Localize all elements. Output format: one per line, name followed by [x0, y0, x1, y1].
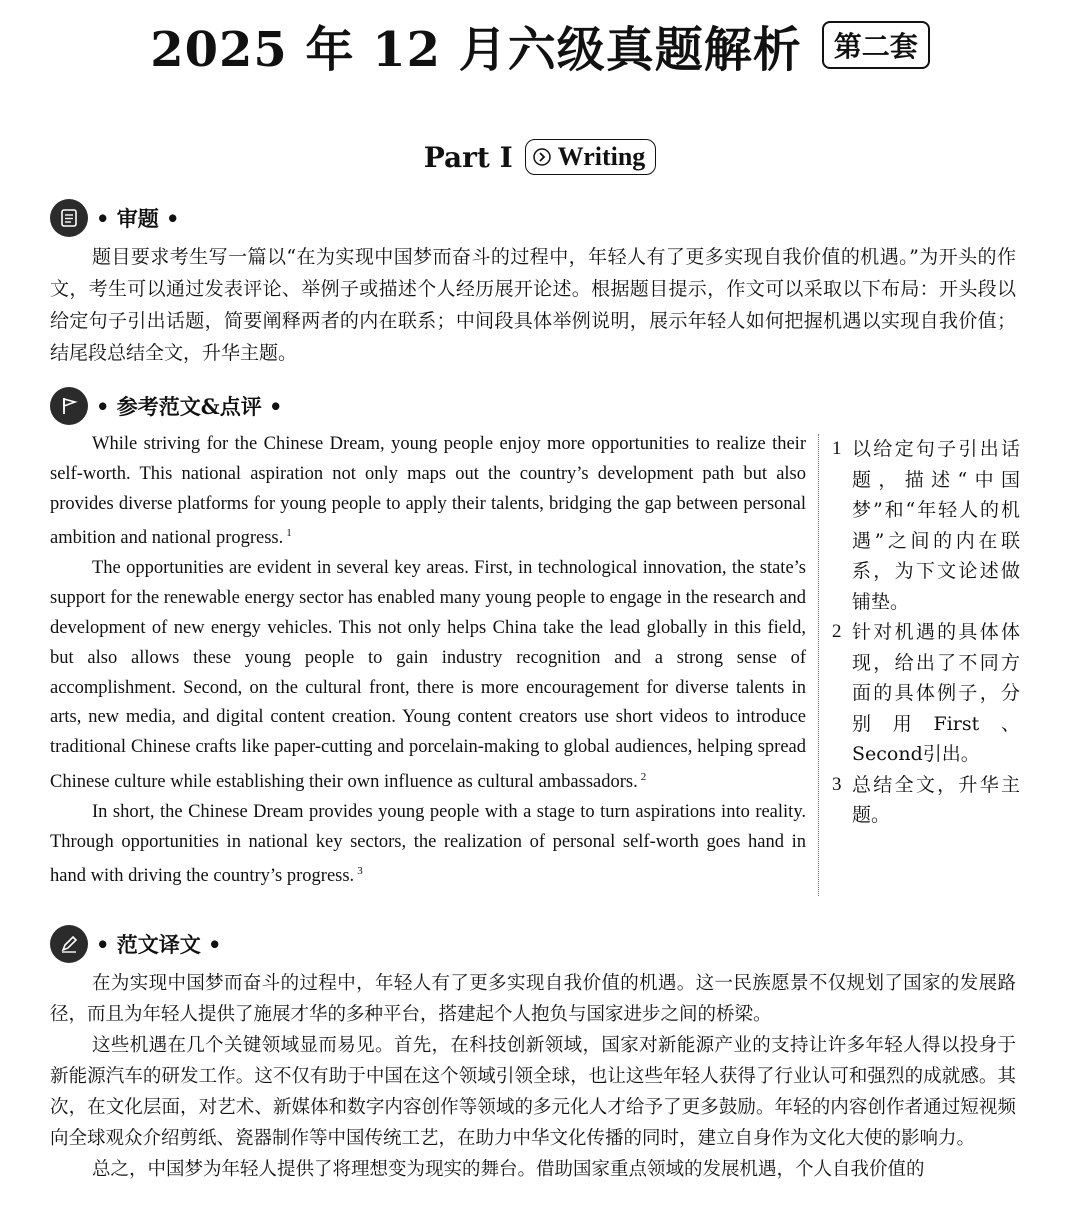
notepad-icon — [50, 199, 88, 237]
translation-paragraph: 在为实现中国梦而奋斗的过程中，年轻人有了更多实现自我价值的机遇。这一民族愿景不仅规划了国家的发展路径，而且为年轻人提供了施展才华的多种平台，搭建起个人抱负与国家进步之间的桥梁。 — [50, 973, 1016, 1025]
comment-notes — [832, 434, 1020, 831]
page-header — [0, 10, 1080, 80]
part-name: Writing — [557, 142, 646, 171]
note-number: 1 — [832, 438, 842, 459]
sample-title: • 参考范文&点评 • — [96, 394, 283, 419]
translation-paragraph: 这些机遇在几个关键领域显而易见。首先，在科技创新领域，国家对新能源产业的支持让许多年轻人得以投身于新能源汽车的研发工作。这不仅有助于中国在这个领域引领全球，也让这些年轻人获得了行业认可和强烈的成就感。其次，在文化层面，对艺术、新媒体和数字内容创作等领域的多元化人才给予了更多鼓励。年轻的内容创作者通过短视频向全球观众介绍剪纸、瓷器制作等中国传统工艺，在助力中华文化传播的同时，建立自身作为文化大使的影响力。 — [50, 1035, 1016, 1149]
dotted-divider — [818, 434, 819, 896]
set-tag: 第二套 — [822, 21, 930, 69]
pen-icon — [50, 925, 88, 963]
translation-paragraph: 总之，中国梦为年轻人提供了将理想变为现实的舞台。借助国家重点领域的发展机遇，个人自我价值的 — [92, 1159, 925, 1180]
note-text: 以给定句子引出话题，描述“中国梦”和“年轻人的机遇”之间的内在联系，为下文论述做铺垫。 — [852, 438, 1020, 613]
note-number: 3 — [832, 773, 842, 795]
note-item — [832, 434, 1020, 617]
essay-paragraph-text: While striving for the Chinese Dream, young people enjoy more opportunities to realize their self-worth. This national aspiration not only maps out the country’s development path but also provides diverse platforms for young people to apply their talents, bridging the gap between personal ambition and national progress. — [50, 434, 806, 549]
footnote-marker: 1 — [286, 527, 292, 540]
analysis-title: • 审题 • — [96, 206, 180, 231]
analysis-body — [50, 241, 1016, 369]
part-label: Part I — [423, 140, 513, 174]
flag-icon — [50, 387, 88, 425]
footnote-marker: 3 — [357, 865, 363, 878]
essay-paragraph — [50, 798, 806, 893]
sample-essay — [50, 430, 806, 892]
chevron-right-icon — [532, 147, 552, 167]
note-number: 2 — [832, 621, 842, 642]
translation-title: • 范文译文 • — [96, 932, 222, 957]
essay-paragraph-text: In short, the Chinese Dream provides young people with a stage to turn aspirations into reality. Through opportunities in national key sectors, the realization of personal self-worth goes hand in hand with driving the country’s progress. — [50, 801, 806, 887]
sample-heading — [50, 386, 282, 426]
note-item — [832, 770, 1020, 831]
footnote-marker: 2 — [640, 770, 647, 783]
essay-paragraph — [50, 430, 806, 554]
part-name-box — [525, 139, 657, 175]
analysis-heading — [50, 198, 179, 238]
note-text: 针对机遇的具体体现，给出了不同方面的具体例子，分别用First、Second引出。 — [852, 621, 1020, 765]
essay-paragraph-text: The opportunities are evident in several key areas. First, in technological innovation, the state’s support for the renewable energy sector has enabled many young people to engage in the research and development of new energy vehicles. This not only helps China take the lead globally in this field, but also allows these young people to gain industry recognition and a strong sense of accomplishment. Second, on the cultural front, there is more encouragement for diverse talents in arts, new media, and digital content creation. Young content creators use short videos to introduce traditional Chinese crafts like paper-cutting and porcelain-making to global audiences, helping spread Chinese culture while establishing their own influence as cultural ambassadors. — [50, 558, 806, 793]
part-heading — [0, 135, 1080, 179]
analysis-text: 题目要求考生写一篇以“在为实现中国梦而奋斗的过程中，年轻人有了更多实现自我价值的机遇。”为开头的作文，考生可以通过发表评论、举例子或描述个人经历展开论述。根据题目提示，作文可以采取以下布局：开头段以给定句子引出话题，简要阐释两者的内在联系；中间段具体举例说明，展示年轻人如何把握机遇以实现自我价值；结尾段总结全文，升华主题。 — [50, 246, 1016, 364]
translation-body — [50, 968, 1016, 1185]
essay-paragraph — [50, 554, 806, 798]
translation-heading — [50, 924, 221, 964]
note-text: 总结全文，升华主题。 — [852, 773, 1020, 826]
page-title: 2025 年 12 月六级真题解析 — [150, 21, 802, 78]
note-item — [832, 617, 1020, 770]
